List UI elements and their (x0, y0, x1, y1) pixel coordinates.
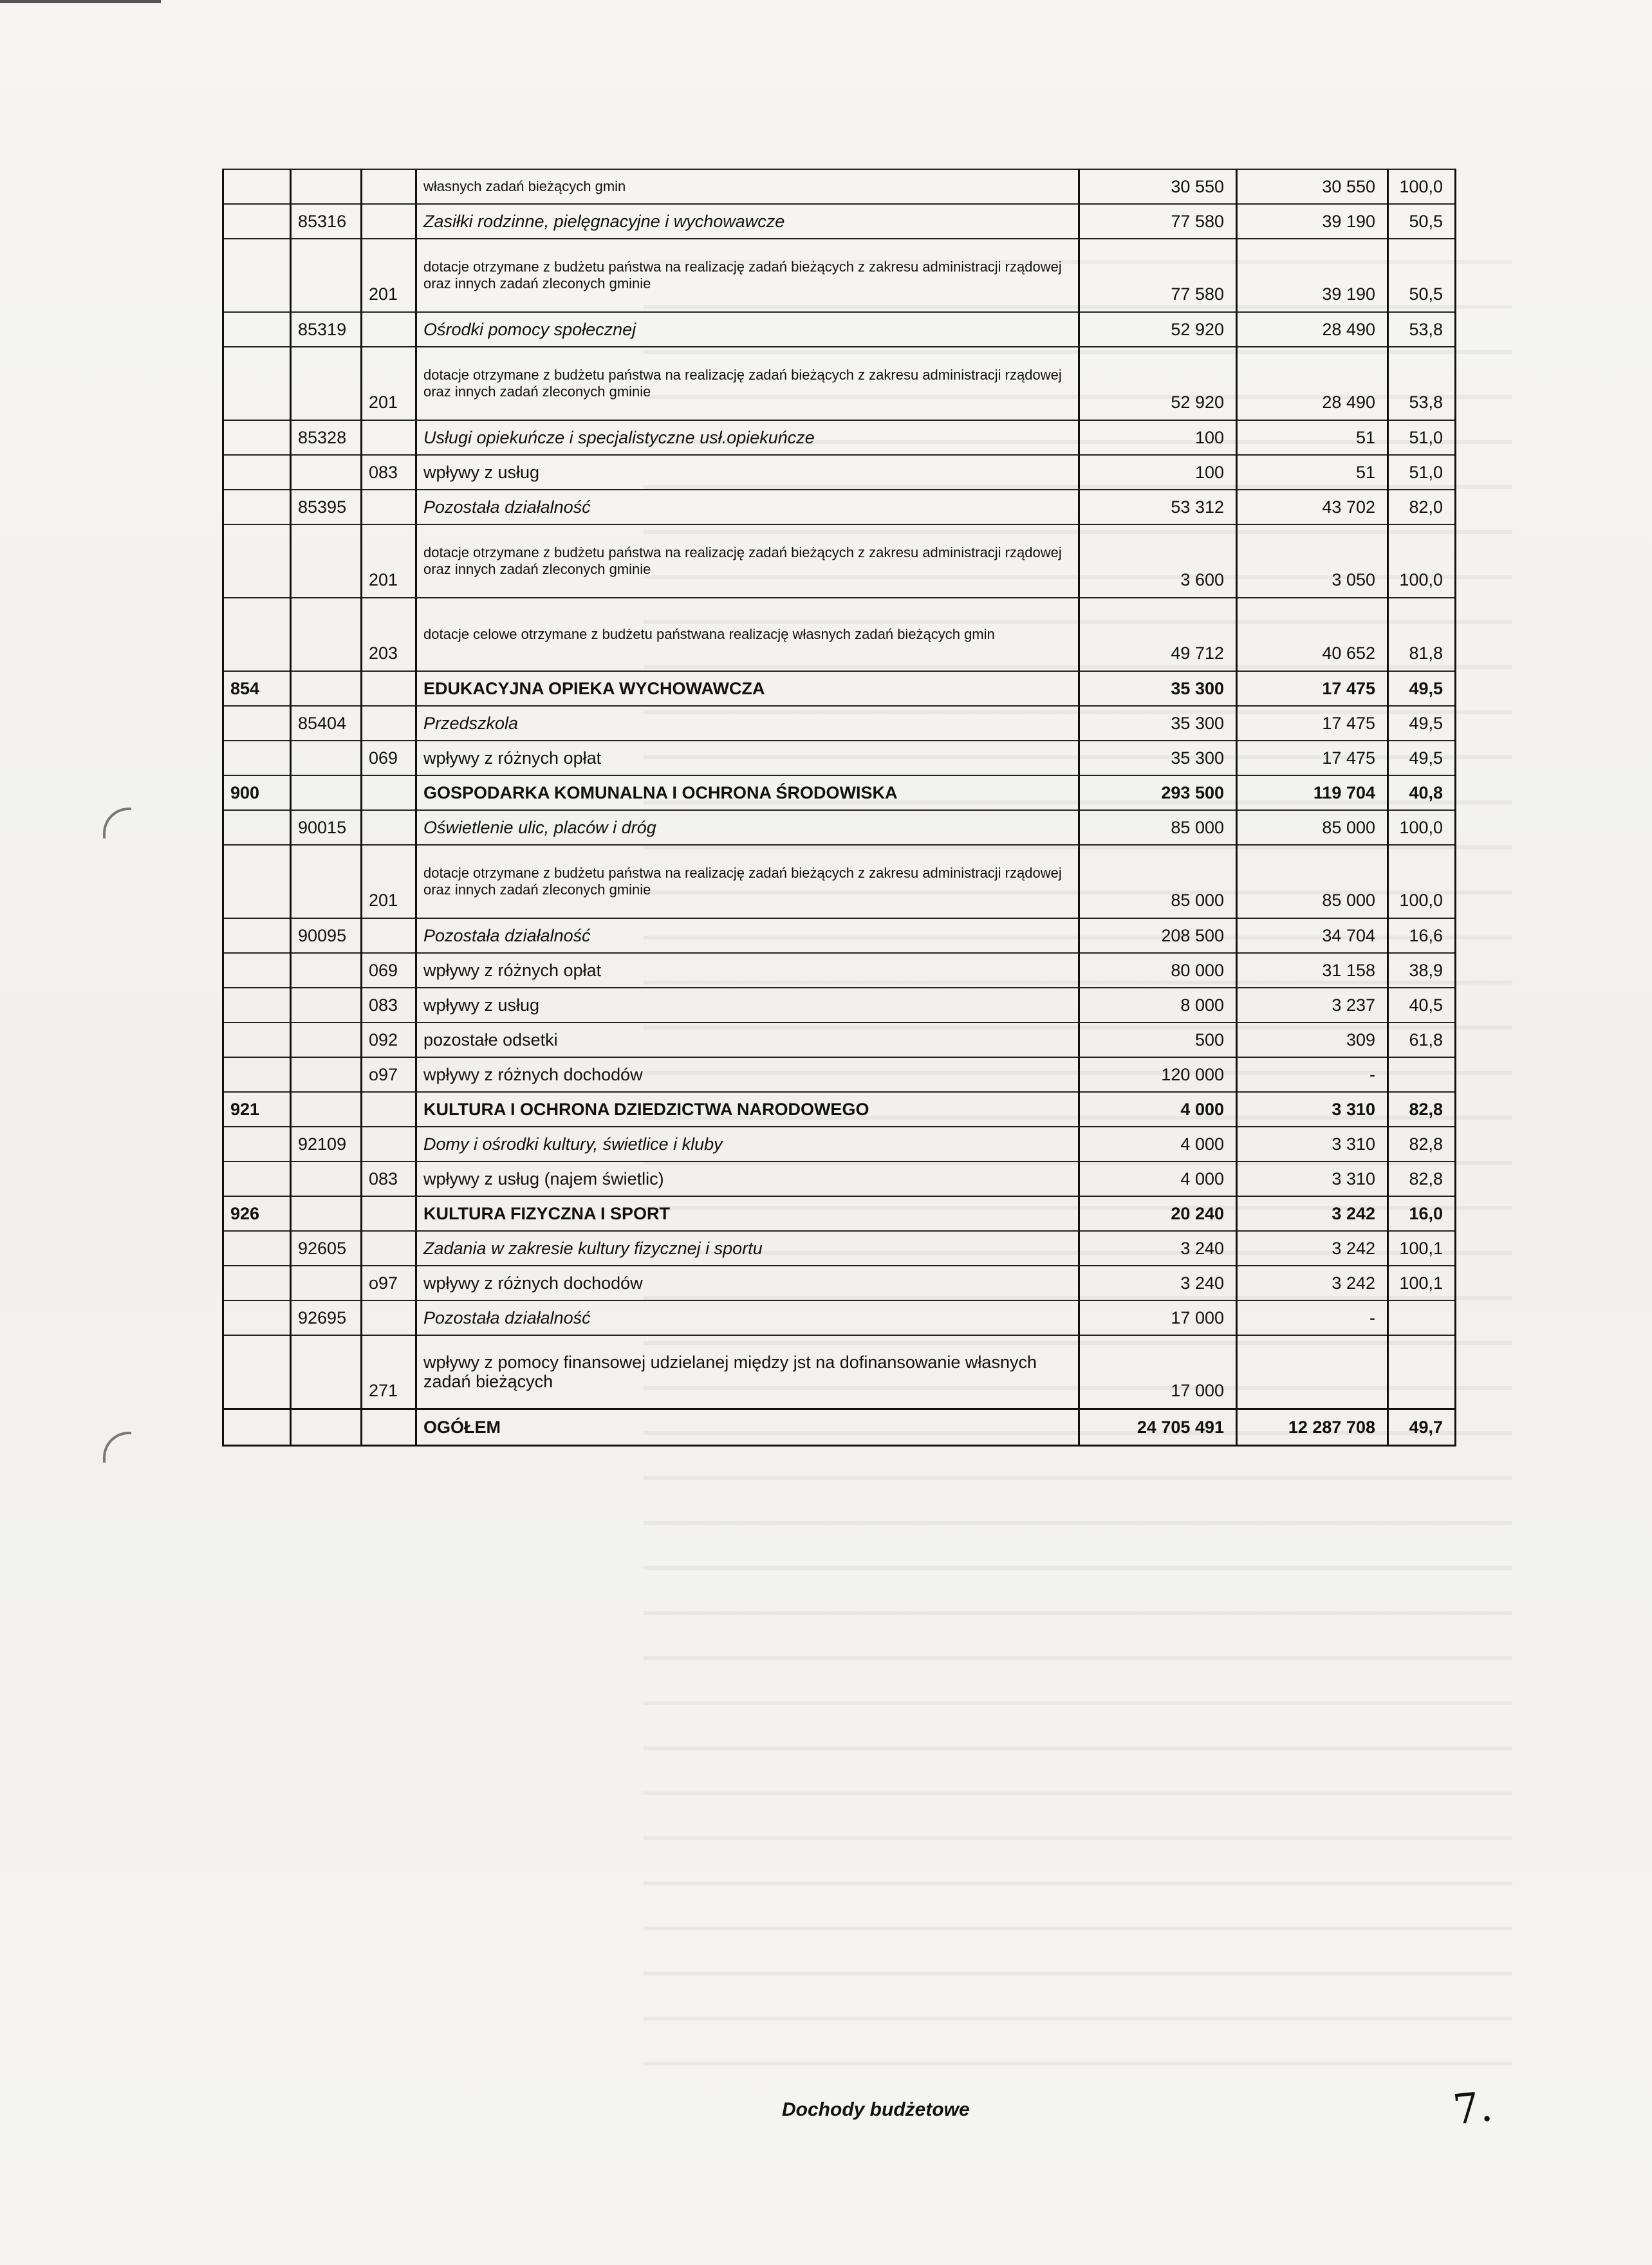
item-description: Oświetlenie ulic, placów i dróg (416, 810, 1079, 845)
table-row (223, 1196, 1456, 1231)
total-plan: 24 705 491 (1079, 1409, 1237, 1446)
executed-amount: 30 550 (1237, 169, 1388, 204)
planned-amount: 20 240 (1079, 1196, 1237, 1231)
item-description: wpływy z różnych opłat (416, 953, 1079, 988)
division-code (223, 347, 291, 420)
item-description: Usługi opiekuńcze i specjalistyczne usł.opiekuńcze (416, 420, 1079, 455)
paragraph-code (362, 169, 416, 204)
division-code (223, 845, 291, 918)
execution-percent: 16,0 (1388, 1196, 1456, 1231)
chapter-code: 90095 (291, 918, 362, 953)
table-row (223, 239, 1456, 312)
executed-amount: 3 242 (1237, 1196, 1388, 1231)
table-row (223, 204, 1456, 239)
paragraph-code: 201 (362, 845, 416, 918)
division-code (223, 420, 291, 455)
total-cell-empty (223, 1409, 291, 1446)
planned-amount: 17 000 (1079, 1335, 1237, 1409)
execution-percent: 49,5 (1388, 671, 1456, 706)
executed-amount: 39 190 (1237, 204, 1388, 239)
division-code (223, 810, 291, 845)
paragraph-code: 069 (362, 741, 416, 775)
table-row (223, 741, 1456, 775)
chapter-code (291, 845, 362, 918)
item-description: dotacje otrzymane z budżetu państwa na realizację zadań bieżących z zakresu administracji rządowej oraz innych zadań zleconych gminie (416, 845, 1079, 918)
executed-amount: 3 310 (1237, 1127, 1388, 1161)
executed-amount: 51 (1237, 455, 1388, 490)
table-row (223, 988, 1456, 1022)
paragraph-code: 201 (362, 524, 416, 598)
execution-percent: 53,8 (1388, 312, 1456, 347)
chapter-code (291, 1092, 362, 1127)
executed-amount: 28 490 (1237, 347, 1388, 420)
executed-amount: 34 704 (1237, 918, 1388, 953)
planned-amount: 500 (1079, 1022, 1237, 1057)
paragraph-code (362, 706, 416, 741)
execution-percent: 51,0 (1388, 420, 1456, 455)
item-description: wpływy z różnych dochodów (416, 1057, 1079, 1092)
item-description: Zadania w zakresie kultury fizycznej i sportu (416, 1231, 1079, 1266)
total-executed: 12 287 708 (1237, 1409, 1388, 1446)
chapter-code (291, 1335, 362, 1409)
executed-amount: 119 704 (1237, 775, 1388, 810)
execution-percent: 100,0 (1388, 524, 1456, 598)
execution-percent: 38,9 (1388, 953, 1456, 988)
item-description: Przedszkola (416, 706, 1079, 741)
division-code (223, 524, 291, 598)
table-row (223, 455, 1456, 490)
total-label: OGÓŁEM (416, 1409, 1079, 1446)
chapter-code (291, 775, 362, 810)
paragraph-code (362, 1092, 416, 1127)
item-description: wpływy z różnych opłat (416, 741, 1079, 775)
division-code (223, 312, 291, 347)
chapter-code (291, 524, 362, 598)
paragraph-code (362, 312, 416, 347)
chapter-code: 85319 (291, 312, 362, 347)
table-row (223, 810, 1456, 845)
executed-amount: 3 242 (1237, 1231, 1388, 1266)
planned-amount: 100 (1079, 455, 1237, 490)
planned-amount: 4 000 (1079, 1092, 1237, 1127)
item-description: GOSPODARKA KOMUNALNA I OCHRONA ŚRODOWISKA (416, 775, 1079, 810)
planned-amount: 4 000 (1079, 1127, 1237, 1161)
execution-percent: 100,0 (1388, 169, 1456, 204)
division-code (223, 204, 291, 239)
item-description: wpływy z pomocy finansowej udzielanej między jst na dofinansowanie własnych zadań bieżących (416, 1335, 1079, 1409)
execution-percent: 100,0 (1388, 845, 1456, 918)
table-row (223, 1057, 1456, 1092)
table-row (223, 1266, 1456, 1300)
planned-amount: 77 580 (1079, 204, 1237, 239)
planned-amount: 35 300 (1079, 741, 1237, 775)
table-row (223, 1022, 1456, 1057)
planned-amount: 17 000 (1079, 1300, 1237, 1335)
execution-percent: 82,8 (1388, 1161, 1456, 1196)
execution-percent: 82,8 (1388, 1127, 1456, 1161)
item-description: wpływy z usług (416, 988, 1079, 1022)
paragraph-code: 083 (362, 455, 416, 490)
item-description: dotacje otrzymane z budżetu państwa na realizację zadań bieżących z zakresu administracji rządowej oraz innych zadań zleconych gminie (416, 239, 1079, 312)
executed-amount: 28 490 (1237, 312, 1388, 347)
execution-percent: 49,5 (1388, 706, 1456, 741)
chapter-code: 85395 (291, 490, 362, 524)
planned-amount: 53 312 (1079, 490, 1237, 524)
execution-percent: 51,0 (1388, 455, 1456, 490)
paragraph-code: 201 (362, 239, 416, 312)
paragraph-code: 083 (362, 1161, 416, 1196)
executed-amount: 3 310 (1237, 1092, 1388, 1127)
executed-amount: 51 (1237, 420, 1388, 455)
division-code (223, 1057, 291, 1092)
planned-amount: 208 500 (1079, 918, 1237, 953)
item-description: Domy i ośrodki kultury, świetlice i kluby (416, 1127, 1079, 1161)
executed-amount (1237, 1335, 1388, 1409)
division-code (223, 239, 291, 312)
table-row (223, 524, 1456, 598)
table-row (223, 706, 1456, 741)
division-code (223, 598, 291, 671)
executed-amount: - (1237, 1300, 1388, 1335)
division-code (223, 1022, 291, 1057)
division-code (223, 953, 291, 988)
division-code (223, 741, 291, 775)
planned-amount: 35 300 (1079, 671, 1237, 706)
table-row (223, 845, 1456, 918)
executed-amount: 31 158 (1237, 953, 1388, 988)
paragraph-code: 069 (362, 953, 416, 988)
planned-amount: 3 240 (1079, 1266, 1237, 1300)
item-description: EDUKACYJNA OPIEKA WYCHOWAWCZA (416, 671, 1079, 706)
executed-amount: 17 475 (1237, 741, 1388, 775)
division-code (223, 1335, 291, 1409)
planned-amount: 293 500 (1079, 775, 1237, 810)
division-code (223, 918, 291, 953)
item-description: wpływy z różnych dochodów (416, 1266, 1079, 1300)
chapter-code (291, 1266, 362, 1300)
execution-percent: 61,8 (1388, 1022, 1456, 1057)
execution-percent: 49,5 (1388, 741, 1456, 775)
paragraph-code: o97 (362, 1057, 416, 1092)
paragraph-code (362, 1231, 416, 1266)
division-code: 854 (223, 671, 291, 706)
chapter-code (291, 988, 362, 1022)
chapter-code (291, 953, 362, 988)
executed-amount: - (1237, 1057, 1388, 1092)
table-row (223, 1127, 1456, 1161)
chapter-code (291, 239, 362, 312)
executed-amount: 3 310 (1237, 1161, 1388, 1196)
paragraph-code (362, 204, 416, 239)
paragraph-code (362, 918, 416, 953)
division-code (223, 1300, 291, 1335)
item-description: Pozostała działalność (416, 918, 1079, 953)
division-code: 900 (223, 775, 291, 810)
execution-percent: 82,0 (1388, 490, 1456, 524)
paragraph-code: 203 (362, 598, 416, 671)
execution-percent: 100,1 (1388, 1266, 1456, 1300)
planned-amount: 49 712 (1079, 598, 1237, 671)
execution-percent: 100,0 (1388, 810, 1456, 845)
table-row (223, 918, 1456, 953)
table-row (223, 1231, 1456, 1266)
item-description: dotacje otrzymane z budżetu państwa na realizację zadań bieżących z zakresu administracji rządowej oraz innych zadań zleconych gminie (416, 347, 1079, 420)
paragraph-code (362, 1300, 416, 1335)
paragraph-code: 201 (362, 347, 416, 420)
executed-amount: 309 (1237, 1022, 1388, 1057)
division-code: 921 (223, 1092, 291, 1127)
chapter-code (291, 347, 362, 420)
execution-percent: 40,8 (1388, 775, 1456, 810)
chapter-code: 92695 (291, 1300, 362, 1335)
table-row (223, 953, 1456, 988)
item-description: Zasiłki rodzinne, pielęgnacyjne i wychowawcze (416, 204, 1079, 239)
item-description: wpływy z usług (416, 455, 1079, 490)
execution-percent: 53,8 (1388, 347, 1456, 420)
table-row (223, 490, 1456, 524)
division-code (223, 1127, 291, 1161)
item-description: pozostałe odsetki (416, 1022, 1079, 1057)
page-number: 7. (1451, 2083, 1495, 2134)
planned-amount: 4 000 (1079, 1161, 1237, 1196)
chapter-code (291, 169, 362, 204)
division-code (223, 455, 291, 490)
chapter-code (291, 671, 362, 706)
execution-percent: 50,5 (1388, 239, 1456, 312)
planned-amount: 8 000 (1079, 988, 1237, 1022)
paragraph-code (362, 1196, 416, 1231)
executed-amount: 39 190 (1237, 239, 1388, 312)
execution-percent: 81,8 (1388, 598, 1456, 671)
execution-percent (1388, 1057, 1456, 1092)
table-row (223, 1092, 1456, 1127)
executed-amount: 85 000 (1237, 810, 1388, 845)
execution-percent: 40,5 (1388, 988, 1456, 1022)
paragraph-code: 083 (362, 988, 416, 1022)
planned-amount: 77 580 (1079, 239, 1237, 312)
total-cell-empty (362, 1409, 416, 1446)
division-code (223, 1231, 291, 1266)
paragraph-code: 271 (362, 1335, 416, 1409)
chapter-code (291, 741, 362, 775)
planned-amount: 52 920 (1079, 347, 1237, 420)
item-description: dotacje otrzymane z budżetu państwa na realizację zadań bieżących z zakresu administracji rządowej oraz innych zadań zleconych gminie (416, 524, 1079, 598)
planned-amount: 30 550 (1079, 169, 1237, 204)
planned-amount: 35 300 (1079, 706, 1237, 741)
division-code: 926 (223, 1196, 291, 1231)
paragraph-code (362, 1127, 416, 1161)
chapter-code: 85328 (291, 420, 362, 455)
item-description: Pozostała działalność (416, 490, 1079, 524)
executed-amount: 85 000 (1237, 845, 1388, 918)
item-description: dotacje celowe otrzymane z budżetu państwana realizację własnych zadań bieżących gmin (416, 598, 1079, 671)
chapter-code: 92605 (291, 1231, 362, 1266)
planned-amount: 120 000 (1079, 1057, 1237, 1092)
division-code (223, 169, 291, 204)
executed-amount: 17 475 (1237, 706, 1388, 741)
chapter-code (291, 1022, 362, 1057)
table-row (223, 1300, 1456, 1335)
execution-percent: 16,6 (1388, 918, 1456, 953)
division-code (223, 490, 291, 524)
table-row (223, 420, 1456, 455)
paragraph-code: 092 (362, 1022, 416, 1057)
planned-amount: 80 000 (1079, 953, 1237, 988)
table-row (223, 1161, 1456, 1196)
table-total-row (223, 1409, 1456, 1446)
execution-percent (1388, 1335, 1456, 1409)
paragraph-code: o97 (362, 1266, 416, 1300)
chapter-code (291, 455, 362, 490)
chapter-code (291, 1161, 362, 1196)
item-description: KULTURA FIZYCZNA I SPORT (416, 1196, 1079, 1231)
budget-revenue-table (222, 169, 1456, 1447)
chapter-code: 85316 (291, 204, 362, 239)
table-row (223, 775, 1456, 810)
table-row (223, 347, 1456, 420)
item-description: Ośrodki pomocy społecznej (416, 312, 1079, 347)
planned-amount: 52 920 (1079, 312, 1237, 347)
table-row (223, 169, 1456, 204)
division-code (223, 1266, 291, 1300)
executed-amount: 3 050 (1237, 524, 1388, 598)
paragraph-code (362, 671, 416, 706)
execution-percent: 82,8 (1388, 1092, 1456, 1127)
table-row (223, 671, 1456, 706)
division-code (223, 988, 291, 1022)
execution-percent (1388, 1300, 1456, 1335)
executed-amount: 3 237 (1237, 988, 1388, 1022)
table-row (223, 1335, 1456, 1409)
item-description: Pozostała działalność (416, 1300, 1079, 1335)
executed-amount: 17 475 (1237, 671, 1388, 706)
planned-amount: 3 600 (1079, 524, 1237, 598)
item-description: własnych zadań bieżących gmin (416, 169, 1079, 204)
planned-amount: 85 000 (1079, 845, 1237, 918)
paragraph-code (362, 810, 416, 845)
paragraph-code (362, 420, 416, 455)
chapter-code (291, 1196, 362, 1231)
executed-amount: 43 702 (1237, 490, 1388, 524)
chapter-code: 85404 (291, 706, 362, 741)
division-code (223, 706, 291, 741)
planned-amount: 100 (1079, 420, 1237, 455)
paragraph-code (362, 775, 416, 810)
footer-label: Dochody budżetowe (782, 2099, 970, 2120)
table-row (223, 312, 1456, 347)
execution-percent: 100,1 (1388, 1231, 1456, 1266)
chapter-code (291, 598, 362, 671)
top-edge-mark (0, 0, 161, 3)
planned-amount: 3 240 (1079, 1231, 1237, 1266)
total-cell-empty (291, 1409, 362, 1446)
chapter-code: 92109 (291, 1127, 362, 1161)
chapter-code: 90015 (291, 810, 362, 845)
chapter-code (291, 1057, 362, 1092)
execution-percent: 50,5 (1388, 204, 1456, 239)
table-row (223, 598, 1456, 671)
planned-amount: 85 000 (1079, 810, 1237, 845)
executed-amount: 40 652 (1237, 598, 1388, 671)
division-code (223, 1161, 291, 1196)
total-percent: 49,7 (1388, 1409, 1456, 1446)
paragraph-code (362, 490, 416, 524)
executed-amount: 3 242 (1237, 1266, 1388, 1300)
item-description: KULTURA I OCHRONA DZIEDZICTWA NARODOWEGO (416, 1092, 1079, 1127)
item-description: wpływy z usług (najem świetlic) (416, 1161, 1079, 1196)
